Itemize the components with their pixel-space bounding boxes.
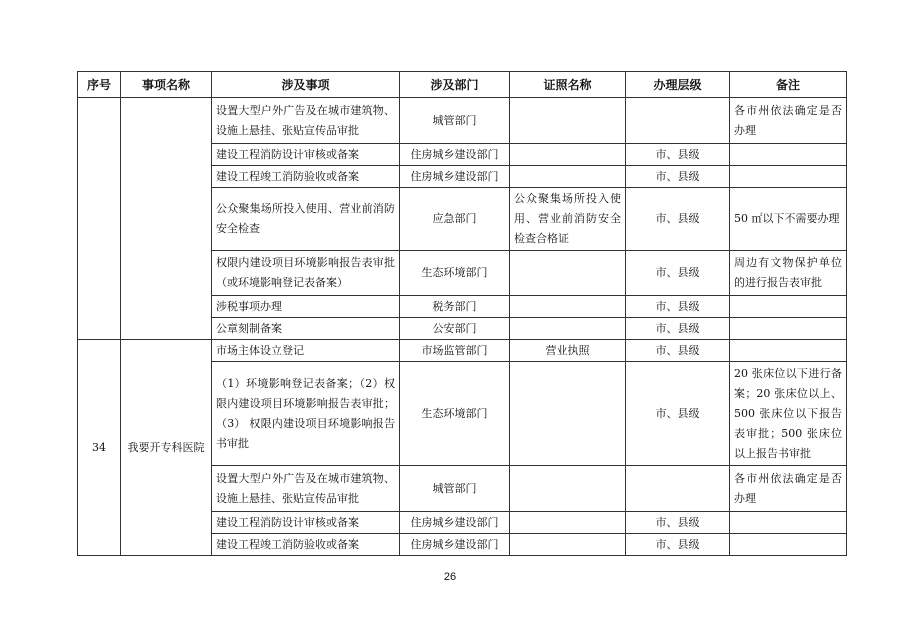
dept-cell: 税务部门 [400,296,510,318]
level-cell: 市、县级 [626,318,730,340]
item-cell: 设置大型户外广告及在城市建筑物、设施上悬挂、张贴宣传品审批 [212,98,400,144]
dept-cell: 城管部门 [400,466,510,512]
license-cell [510,296,626,318]
note-cell [730,534,847,556]
note-cell [730,166,847,188]
item-cell: 公众聚集场所投入使用、营业前消防安全检查 [212,188,400,251]
item-cell: 设置大型户外广告及在城市建筑物、设施上悬挂、张贴宣传品审批 [212,466,400,512]
note-cell: 周边有文物保护单位的进行报告表审批 [730,251,847,296]
license-cell: 公众聚集场所投入使用、营业前消防安全检查合格证 [510,188,626,251]
dept-cell: 城管部门 [400,98,510,144]
table-row [78,98,847,144]
item-cell: 建设工程竣工消防验收或备案 [212,534,400,556]
dept-cell: 住房城乡建设部门 [400,166,510,188]
note-cell [730,144,847,166]
license-cell: 营业执照 [510,340,626,362]
level-cell [626,466,730,512]
license-cell [510,466,626,512]
item-cell: 公章刻制备案 [212,318,400,340]
license-cell [510,98,626,144]
level-cell: 市、县级 [626,188,730,251]
name-cell [121,98,212,340]
level-cell: 市、县级 [626,362,730,466]
license-cell [510,166,626,188]
dept-cell: 公安部门 [400,318,510,340]
license-cell [510,362,626,466]
note-cell [730,340,847,362]
level-cell: 市、县级 [626,296,730,318]
header-item: 涉及事项 [212,72,400,98]
item-cell: （1）环境影响登记表备案；（2）权限内建设项目环境影响报告表审批；（3） 权限内建设项目环境影响报告书审批 [212,362,400,466]
header-note: 备注 [730,72,847,98]
header-row [78,72,847,98]
note-cell: 各市州依法确定是否办理 [730,466,847,512]
level-cell: 市、县级 [626,166,730,188]
license-cell [510,251,626,296]
item-cell: 建设工程消防设计审核或备案 [212,144,400,166]
dept-cell: 住房城乡建设部门 [400,512,510,534]
license-cell [510,534,626,556]
note-cell: 各市州依法确定是否办理 [730,98,847,144]
level-cell: 市、县级 [626,512,730,534]
seq-cell: 34 [78,340,121,556]
item-cell: 建设工程竣工消防验收或备案 [212,166,400,188]
dept-cell: 生态环境部门 [400,251,510,296]
dept-cell: 市场监管部门 [400,340,510,362]
item-cell: 权限内建设项目环境影响报告表审批（或环境影响登记表备案） [212,251,400,296]
level-cell: 市、县级 [626,340,730,362]
document-table [77,71,847,556]
table-row [78,340,847,362]
note-cell: 50 ㎡以下不需要办理 [730,188,847,251]
seq-cell [78,98,121,340]
note-cell [730,296,847,318]
license-cell [510,512,626,534]
dept-cell: 住房城乡建设部门 [400,534,510,556]
page-number: 26 [443,571,457,583]
item-cell: 建设工程消防设计审核或备案 [212,512,400,534]
level-cell: 市、县级 [626,251,730,296]
note-cell [730,318,847,340]
name-cell: 我要开专科医院 [121,340,212,556]
header-dept: 涉及部门 [400,72,510,98]
header-seq: 序号 [78,72,121,98]
dept-cell: 生态环境部门 [400,362,510,466]
level-cell: 市、县级 [626,144,730,166]
header-license: 证照名称 [510,72,626,98]
level-cell [626,98,730,144]
dept-cell: 应急部门 [400,188,510,251]
note-cell: 20 张床位以下进行备案；20 张床位以上、500 张床位以下报告表审批；500 张床位以上报告书审批 [730,362,847,466]
header-level: 办理层级 [626,72,730,98]
dept-cell: 住房城乡建设部门 [400,144,510,166]
header-name: 事项名称 [121,72,212,98]
license-cell [510,144,626,166]
note-cell [730,512,847,534]
license-cell [510,318,626,340]
level-cell: 市、县级 [626,534,730,556]
item-cell: 市场主体设立登记 [212,340,400,362]
item-cell: 涉税事项办理 [212,296,400,318]
